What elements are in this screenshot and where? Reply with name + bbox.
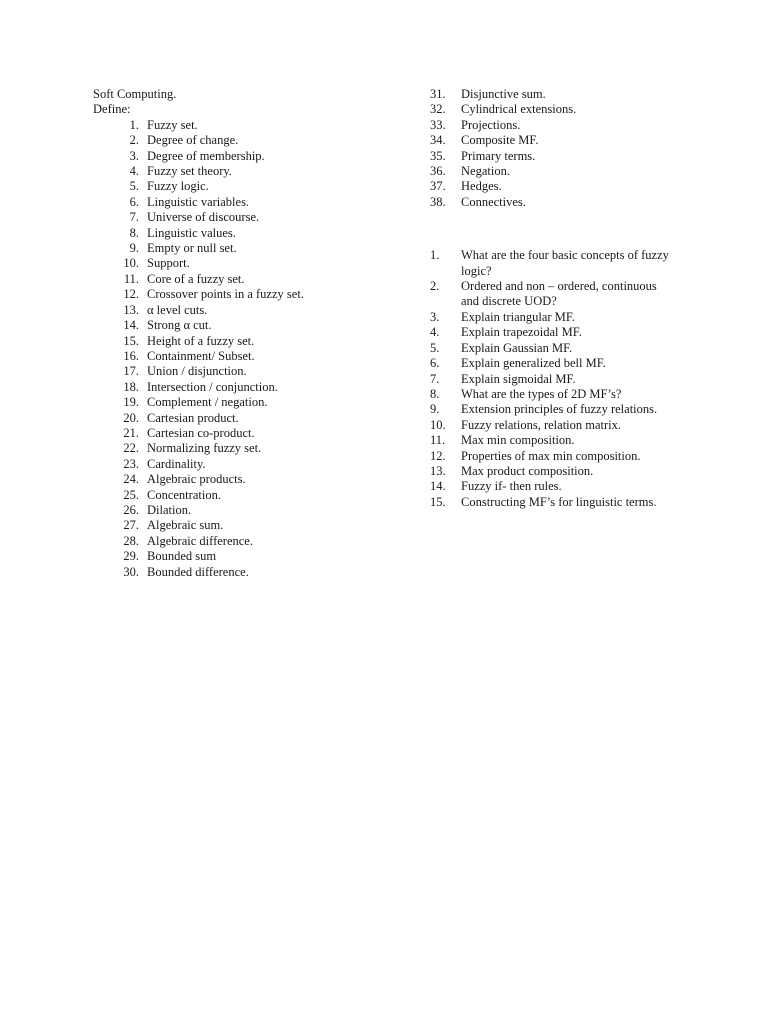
list-item-text: Dilation.	[147, 502, 192, 517]
list-item-number: 11.	[430, 433, 446, 448]
list-item-number: 19.	[123, 395, 139, 410]
define-item	[93, 411, 413, 426]
list-item-number: 25.	[123, 487, 139, 502]
list-item-text: Explain generalized bell MF.	[461, 356, 606, 371]
define-item	[93, 534, 413, 549]
list-item-text: Bounded difference.	[147, 564, 249, 579]
list-item-number: 4.	[430, 325, 440, 340]
list-item-text: Fuzzy if- then rules.	[461, 479, 562, 494]
list-item-number: 5.	[430, 340, 440, 355]
define-item	[93, 303, 413, 318]
list-item-text: Fuzzy relations, relation matrix.	[461, 417, 622, 432]
list-item-number: 34.	[430, 133, 446, 148]
define-item	[430, 195, 680, 210]
question-item	[430, 387, 680, 402]
list-item-number: 17.	[123, 364, 139, 379]
list-item-text: Composite MF.	[461, 133, 539, 148]
question-item	[430, 402, 680, 417]
list-item-number: 7.	[430, 371, 440, 386]
list-item-text: Fuzzy set theory.	[147, 164, 232, 179]
define-item	[93, 364, 413, 379]
question-item	[430, 479, 680, 494]
define-item	[430, 133, 680, 148]
list-item-text: What are the four basic concepts of fuzzy logic?	[461, 248, 669, 278]
list-item-number: 9.	[430, 402, 440, 417]
list-item-number: 8.	[129, 225, 139, 240]
list-item-text: Complement / negation.	[147, 395, 268, 410]
list-item-number: 9.	[129, 241, 139, 256]
list-item-number: 5.	[129, 179, 139, 194]
define-item	[93, 164, 413, 179]
list-item-number: 14.	[430, 479, 446, 494]
list-item-number: 13.	[123, 302, 139, 317]
list-item-text: Explain triangular MF.	[461, 309, 575, 324]
define-item	[93, 549, 413, 564]
question-item	[430, 464, 680, 479]
list-item-text: Explain trapezoidal MF.	[461, 325, 582, 340]
list-item-number: 7.	[129, 210, 139, 225]
right-column	[430, 87, 680, 510]
list-item-number: 24.	[123, 472, 139, 487]
define-item	[93, 334, 413, 349]
list-item-number: 10.	[430, 417, 446, 432]
list-item-number: 15.	[123, 333, 139, 348]
define-item	[93, 287, 413, 302]
list-item-number: 11.	[123, 271, 139, 286]
list-item-text: Union / disjunction.	[147, 364, 247, 379]
list-item-number: 16.	[123, 348, 139, 363]
list-item-text: Explain sigmoidal MF.	[461, 371, 576, 386]
define-item	[93, 118, 413, 133]
list-item-number: 2.	[129, 133, 139, 148]
list-item-text: Cylindrical extensions.	[461, 102, 577, 117]
list-item-text: Cardinality.	[147, 456, 206, 471]
define-item	[430, 87, 680, 102]
list-item-text: Explain Gaussian MF.	[461, 340, 573, 355]
list-item-number: 6.	[430, 356, 440, 371]
list-item-text: Cartesian co-product.	[147, 425, 255, 440]
list-item-number: 33.	[430, 117, 446, 132]
list-item-text: Strong α cut.	[147, 318, 212, 333]
list-item-text: Degree of change.	[147, 133, 239, 148]
list-item-text: Linguistic values.	[147, 225, 236, 240]
list-item-text: Primary terms.	[461, 148, 536, 163]
define-item	[93, 318, 413, 333]
list-item-number: 4.	[129, 164, 139, 179]
list-item-text: Concentration.	[147, 487, 221, 502]
list-item-number: 26.	[123, 502, 139, 517]
list-item-number: 32.	[430, 102, 446, 117]
list-item-text: Fuzzy set.	[147, 117, 198, 132]
list-item-text: Intersection / conjunction.	[147, 379, 278, 394]
define-list-continued	[430, 87, 680, 210]
define-item	[93, 349, 413, 364]
list-item-number: 3.	[129, 148, 139, 163]
list-item-text: Max min composition.	[461, 433, 575, 448]
question-item	[430, 433, 680, 448]
list-item-number: 20.	[123, 410, 139, 425]
define-item	[93, 133, 413, 148]
list-item-text: Universe of discourse.	[147, 210, 260, 225]
list-item-text: Degree of membership.	[147, 148, 265, 163]
list-item-number: 30.	[123, 564, 139, 579]
list-item-number: 21.	[123, 425, 139, 440]
list-item-number: 36.	[430, 164, 446, 179]
list-item-number: 22.	[123, 441, 139, 456]
define-item	[93, 441, 413, 456]
list-item-text: Constructing MF’s for linguistic terms.	[461, 494, 657, 509]
define-item	[93, 488, 413, 503]
list-item-number: 18.	[123, 379, 139, 394]
define-label: Define:	[93, 102, 131, 117]
list-item-text: Connectives.	[461, 194, 526, 209]
list-item-number: 8.	[430, 386, 440, 401]
list-item-number: 12.	[123, 287, 139, 302]
define-item	[430, 102, 680, 117]
list-item-text: Linguistic variables.	[147, 194, 250, 209]
define-item	[93, 472, 413, 487]
list-item-number: 28.	[123, 533, 139, 548]
question-item	[430, 356, 680, 371]
list-item-number: 3.	[430, 309, 440, 324]
define-item	[430, 179, 680, 194]
question-item	[430, 495, 680, 510]
list-item-text: Properties of max min composition.	[461, 448, 641, 463]
question-item	[430, 279, 680, 310]
list-item-text: Max product composition.	[461, 463, 594, 478]
list-item-number: 23.	[123, 456, 139, 471]
list-item-text: Empty or null set.	[147, 241, 237, 256]
question-item	[430, 449, 680, 464]
list-item-text: Cartesian product.	[147, 410, 239, 425]
define-item	[93, 457, 413, 472]
define-item	[93, 272, 413, 287]
list-item-text: Bounded sum	[147, 549, 217, 564]
define-item	[430, 149, 680, 164]
question-item	[430, 372, 680, 387]
question-item	[430, 341, 680, 356]
list-item-number: 38.	[430, 194, 446, 209]
list-item-number: 35.	[430, 148, 446, 163]
define-item	[93, 241, 413, 256]
list-item-text: Extension principles of fuzzy relations.	[461, 402, 658, 417]
list-item-text: Disjunctive sum.	[461, 87, 546, 101]
list-item-text: Crossover points in a fuzzy set.	[147, 287, 304, 302]
list-item-number: 6.	[129, 194, 139, 209]
define-item	[430, 164, 680, 179]
list-item-text: Algebraic difference.	[147, 533, 253, 548]
list-item-number: 31.	[430, 87, 446, 101]
question-list	[430, 248, 680, 510]
document-title: Soft Computing.	[93, 87, 177, 101]
define-item	[93, 179, 413, 194]
list-item-text: Algebraic sum.	[147, 518, 224, 533]
define-item	[93, 256, 413, 271]
list-item-number: 2.	[430, 279, 440, 294]
list-item-number: 10.	[123, 256, 139, 271]
define-item	[93, 518, 413, 533]
define-item	[93, 426, 413, 441]
define-item	[93, 210, 413, 225]
question-item	[430, 248, 680, 279]
list-item-number: 1.	[129, 117, 139, 132]
left-column	[93, 87, 413, 580]
define-item	[93, 380, 413, 395]
list-item-text: Projections.	[461, 117, 521, 132]
define-item	[93, 395, 413, 410]
define-item	[93, 565, 413, 580]
define-item	[93, 503, 413, 518]
define-item	[93, 195, 413, 210]
list-item-number: 1.	[430, 248, 440, 263]
list-item-number: 15.	[430, 494, 446, 509]
define-list	[93, 118, 413, 580]
question-item	[430, 325, 680, 340]
list-item-number: 14.	[123, 318, 139, 333]
define-item	[430, 118, 680, 133]
list-item-text: Negation.	[461, 164, 510, 179]
list-item-number: 13.	[430, 463, 446, 478]
list-item-text: α level cuts.	[147, 302, 208, 317]
list-item-text: Core of a fuzzy set.	[147, 271, 245, 286]
question-item	[430, 310, 680, 325]
list-item-text: Containment/ Subset.	[147, 348, 255, 363]
list-item-text: Ordered and non – ordered, continuous and discrete UOD?	[461, 279, 657, 309]
list-item-number: 27.	[123, 518, 139, 533]
list-item-text: What are the types of 2D MF’s?	[461, 386, 622, 401]
list-item-text: Normalizing fuzzy set.	[147, 441, 262, 456]
define-item	[93, 226, 413, 241]
list-item-text: Algebraic products.	[147, 472, 246, 487]
question-item	[430, 418, 680, 433]
list-item-text: Height of a fuzzy set.	[147, 333, 255, 348]
list-item-number: 12.	[430, 448, 446, 463]
list-item-text: Fuzzy logic.	[147, 179, 209, 194]
define-item	[93, 149, 413, 164]
list-item-number: 37.	[430, 179, 446, 194]
list-item-number: 29.	[123, 549, 139, 564]
list-item-text: Support.	[147, 256, 190, 271]
list-item-text: Hedges.	[461, 179, 502, 194]
